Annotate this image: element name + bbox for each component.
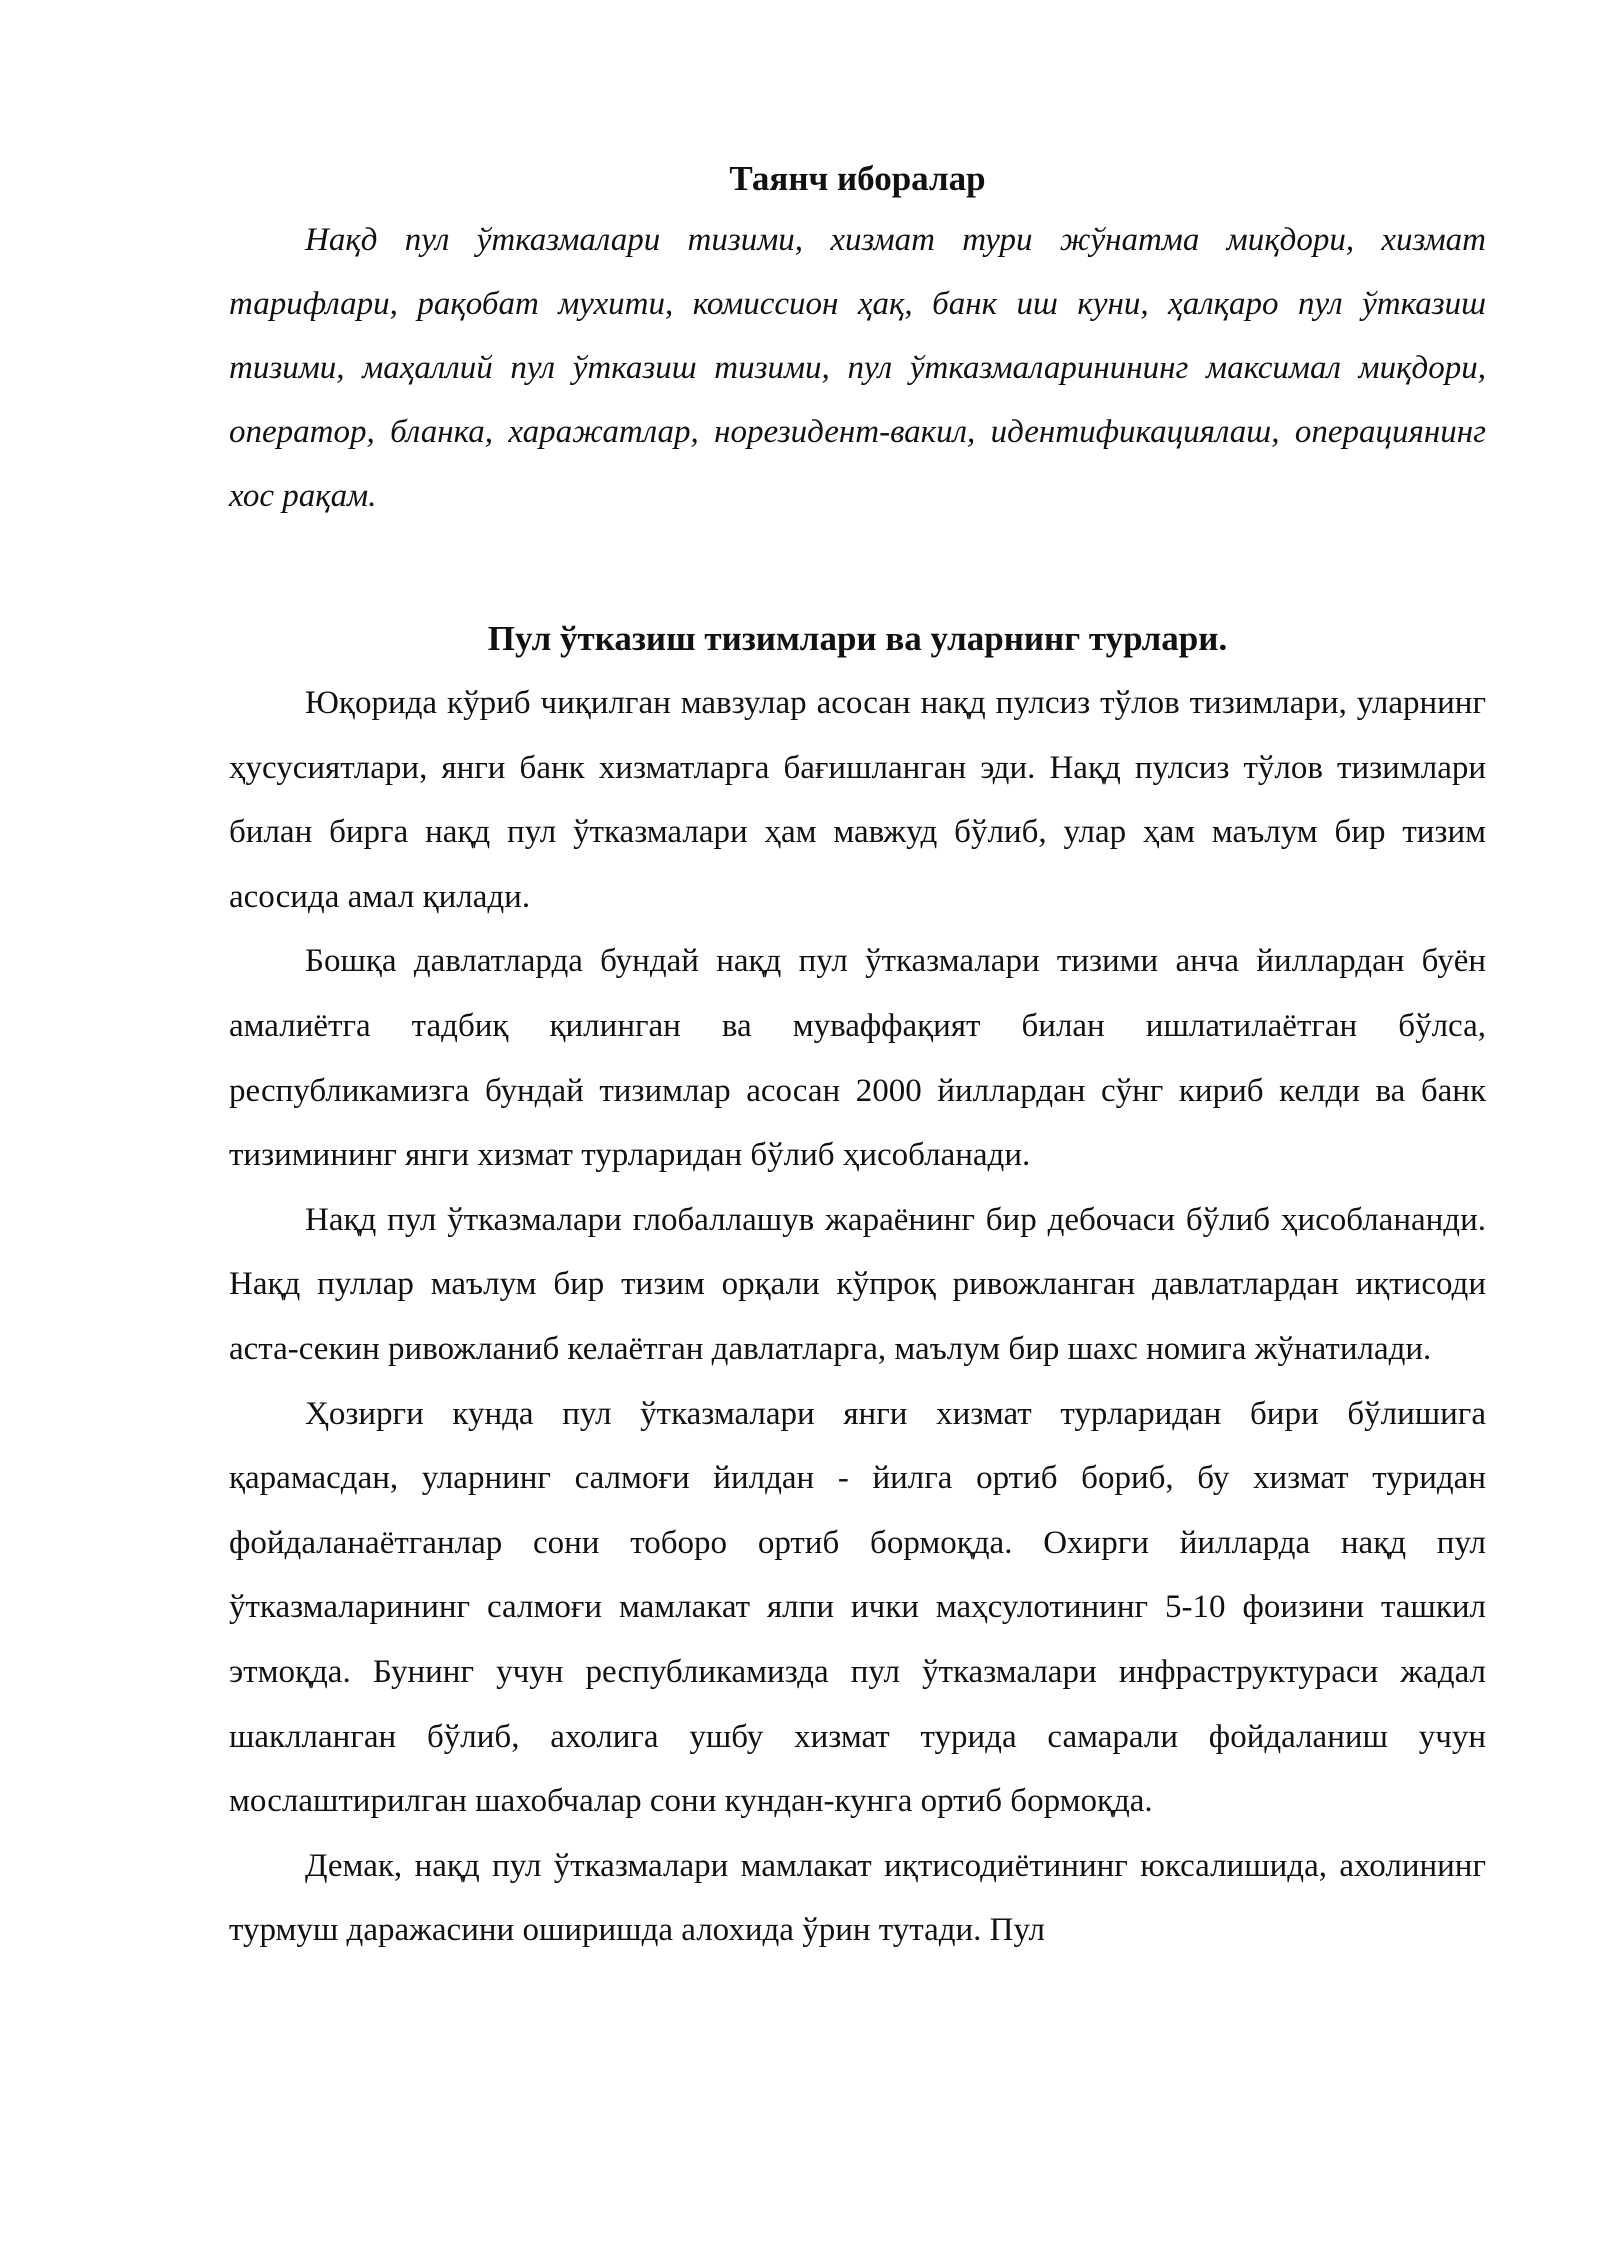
section-heading: Пул ўтказиш тизимлари ва уларнинг турлари. [487,619,1228,658]
body-paragraph-1: Юқорида кўриб чиқилган мавзулар асосан нақд пулсиз тўлов тизимлари, уларнинг ҳусусиятлари, янги банк хизматларга бағишланган эди. Нақд пулсиз тўлов тизимлари билан бирга нақд пул ўтказмалари ҳам мавжуд бўлиб, улар ҳам маълум бир тизим асосида амал қилади. [229,685,1486,915]
body-paragraph-2: Бошқа давлатларда бундай нақд пул ўтказмалари тизими анча йиллардан буён амалиётга тадбиқ қилинган ва муваффақият билан ишлатилаётган бўлса, республикамизга бундай тизимлар асосан 2000 йиллардан сўнг кириб келди ва банк тизимининг янги хизмат турларидан бўлиб ҳисобланади. [229,943,1486,1174]
keywords-paragraph: Нақд пул ўтказмалари тизими, хизмат тури жўнатма миқдори, хизмат тарифлари, рақобат мухити, комиссион ҳақ, банк иш куни, ҳалқаро пул ўтказиш тизими, маҳаллий пул ўтказиш тизими, пул ўтказмаларинининг максимал миқдори, оператор, бланка, харажатлар, норезидент-вакил, идентификациялаш, операциянинг хос рақам. [229,222,1486,514]
body-paragraph-5: Демак, нақд пул ўтказмалари мамлакат иқтисодиётининг юксалишида, ахолининг турмуш даражасини оширишда алохида ўрин тутади. Пул [229,1847,1486,1949]
body-paragraph-4: Ҳозирги кунда пул ўтказмалари янги хизмат турларидан бири бўлишига қарамасдан, уларнинг салмоғи йилдан - йилга ортиб бориб, бу хизмат туридан фойдаланаётганлар сони тоборо ортиб бормоқда. Охирги йилларда нақд пул ўтказмаларининг салмоғи мамлакат ялпи ички маҳсулотининг 5-10 фоизини ташкил этмоқда. Бунинг учун республикамизда пул ўтказмалари инфраструктураси жадал шаклланган бўлиб, ахолига ушбу хизмат турида самарали фойдаланиш учун мослаштирилган шахобчалар сони кундан-кунга ортиб бормоқда. [229,1395,1486,1820]
keywords-heading: Таянч иборалар [729,159,986,198]
page-content [229,150,1486,1963]
body-paragraph-3: Нақд пул ўтказмалари глобаллашув жараёнинг бир дебочаси бўлиб ҳисоблананди. Нақд пуллар маълум бир тизим орқали кўпроқ ривожланган давлатлардан иқтисоди аста-секин ривожланиб келаётган давлатларга, маълум бир шахс номига жўнатилади. [229,1201,1486,1367]
